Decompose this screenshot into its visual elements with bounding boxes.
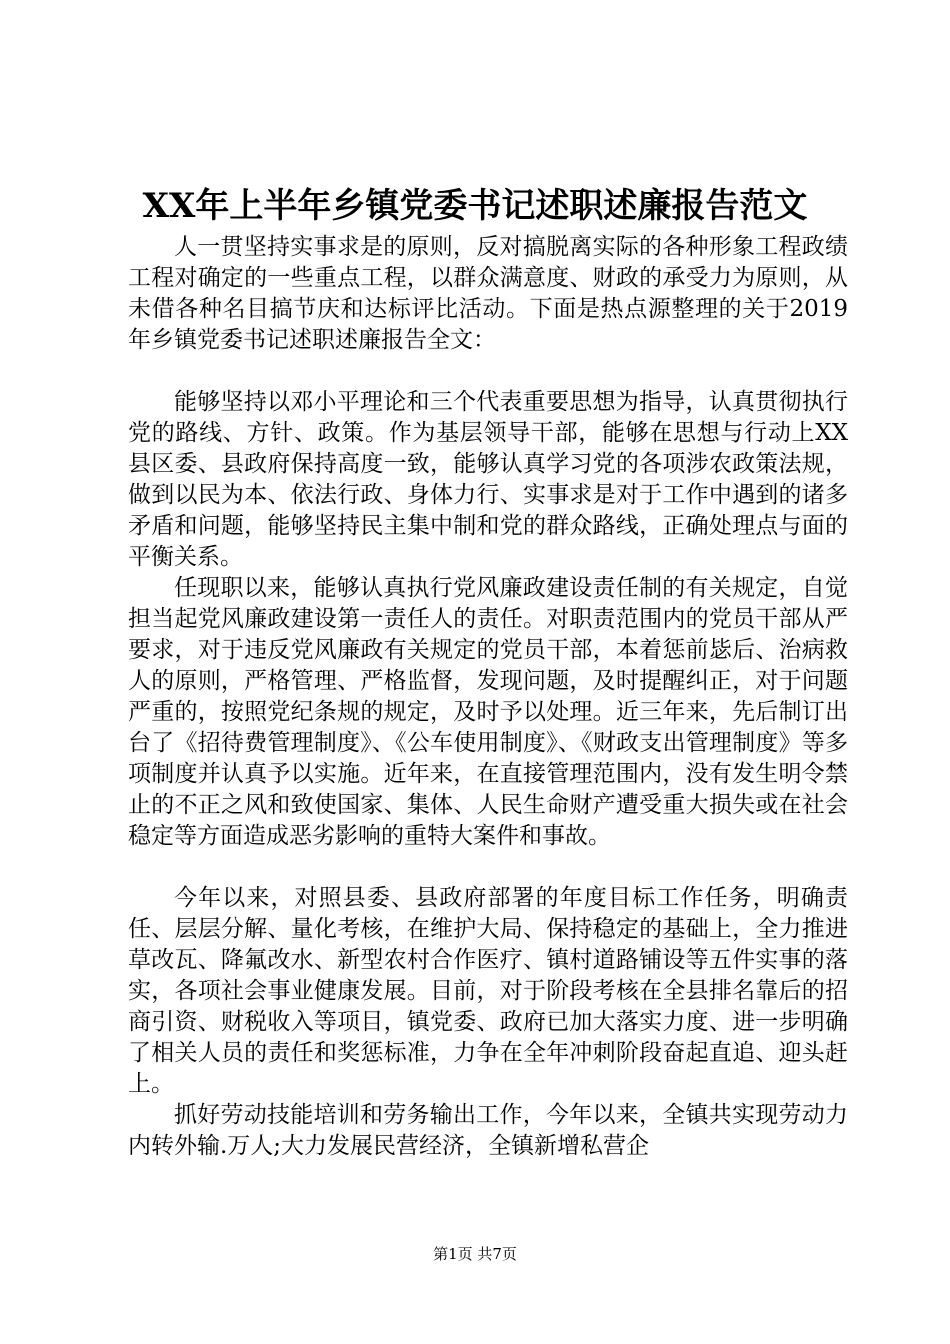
paragraph-ideology: 能够坚持以邓小平理论和三个代表重要思想为指导，认真贯彻执行党的路线、方针、政策。作为基层领导干部，能够在思想与行动上XX县区委、县政府保持高度一致，能够认真学习党的各项涉农政策法规，做到以民为本、依法行政、身体力行、实事求是对于工作中遇到的诸多矛盾和问题，能够坚持民主集中制和党的群众路线，正确处理点与面的平衡关系。 xyxy=(128,389,848,570)
paragraph-targets: 今年以来，对照县委、县政府部署的年度目标工作任务，明确责任、层层分解、量化考核，在维护大局、保持稳定的基础上，全力推进草改瓦、降氟改水、新型农村合作医疗、镇村道路铺设等五件实事的落实，各项社会事业健康发展。目前，对于阶段考核在全县排名靠后的招商引资、财税收入等项目，镇党委、政府已加大落实力度、进一步明确了相关人员的责任和奖惩标准，力争在全年冲刺阶段奋起直追、迎头赶上。 xyxy=(128,885,848,1097)
paragraph-gap xyxy=(128,356,848,387)
paragraph-labor: 抓好劳动技能培训和劳务输出工作，今年以来，全镇共实现劳动力内转外输.万人;大力发展民营经济，全镇新增私营企 xyxy=(128,1102,848,1159)
paragraph-integrity: 任现职以来，能够认真执行党风廉政建设责任制的有关规定，自觉担当起党风廉政建设第一责任人的责任。对职责范围内的党员干部从严要求，对于违反党风廉政有关规定的党员干部，本着惩前毖后、治病救人的原则，严格管理、严格监督，发现问题，及时提醒纠正，对于问题严重的，按照党纪条规的规定，及时予以处理。近三年来，先后制订出台了《招待费管理制度》、《公车使用制度》、《财政支出管理制度》等多项制度并认真予以实施。近年来，在直接管理范围内，没有发生明令禁止的不正之风和致使国家、集体、人民生命财产遭受重大损失或在社会稳定等方面造成恶劣影响的重特大案件和事故。 xyxy=(128,575,848,849)
paragraph-intro: 人一贯坚持实事求是的原则，反对搞脱离实际的各种形象工程政绩工程对确定的一些重点工程，以群众满意度、财政的承受力为原则，从未借各种名目搞节庆和达标评比活动。下面是热点源整理的关于2019年乡镇党委书记述职述廉报告全文： xyxy=(128,234,848,353)
document-title: XX年上半年乡镇党委书记述职述廉报告范文 xyxy=(142,186,808,226)
page-footer: 第1页 共7页 xyxy=(433,1245,517,1263)
paragraph-gap xyxy=(128,852,848,883)
document-body xyxy=(128,232,848,1162)
